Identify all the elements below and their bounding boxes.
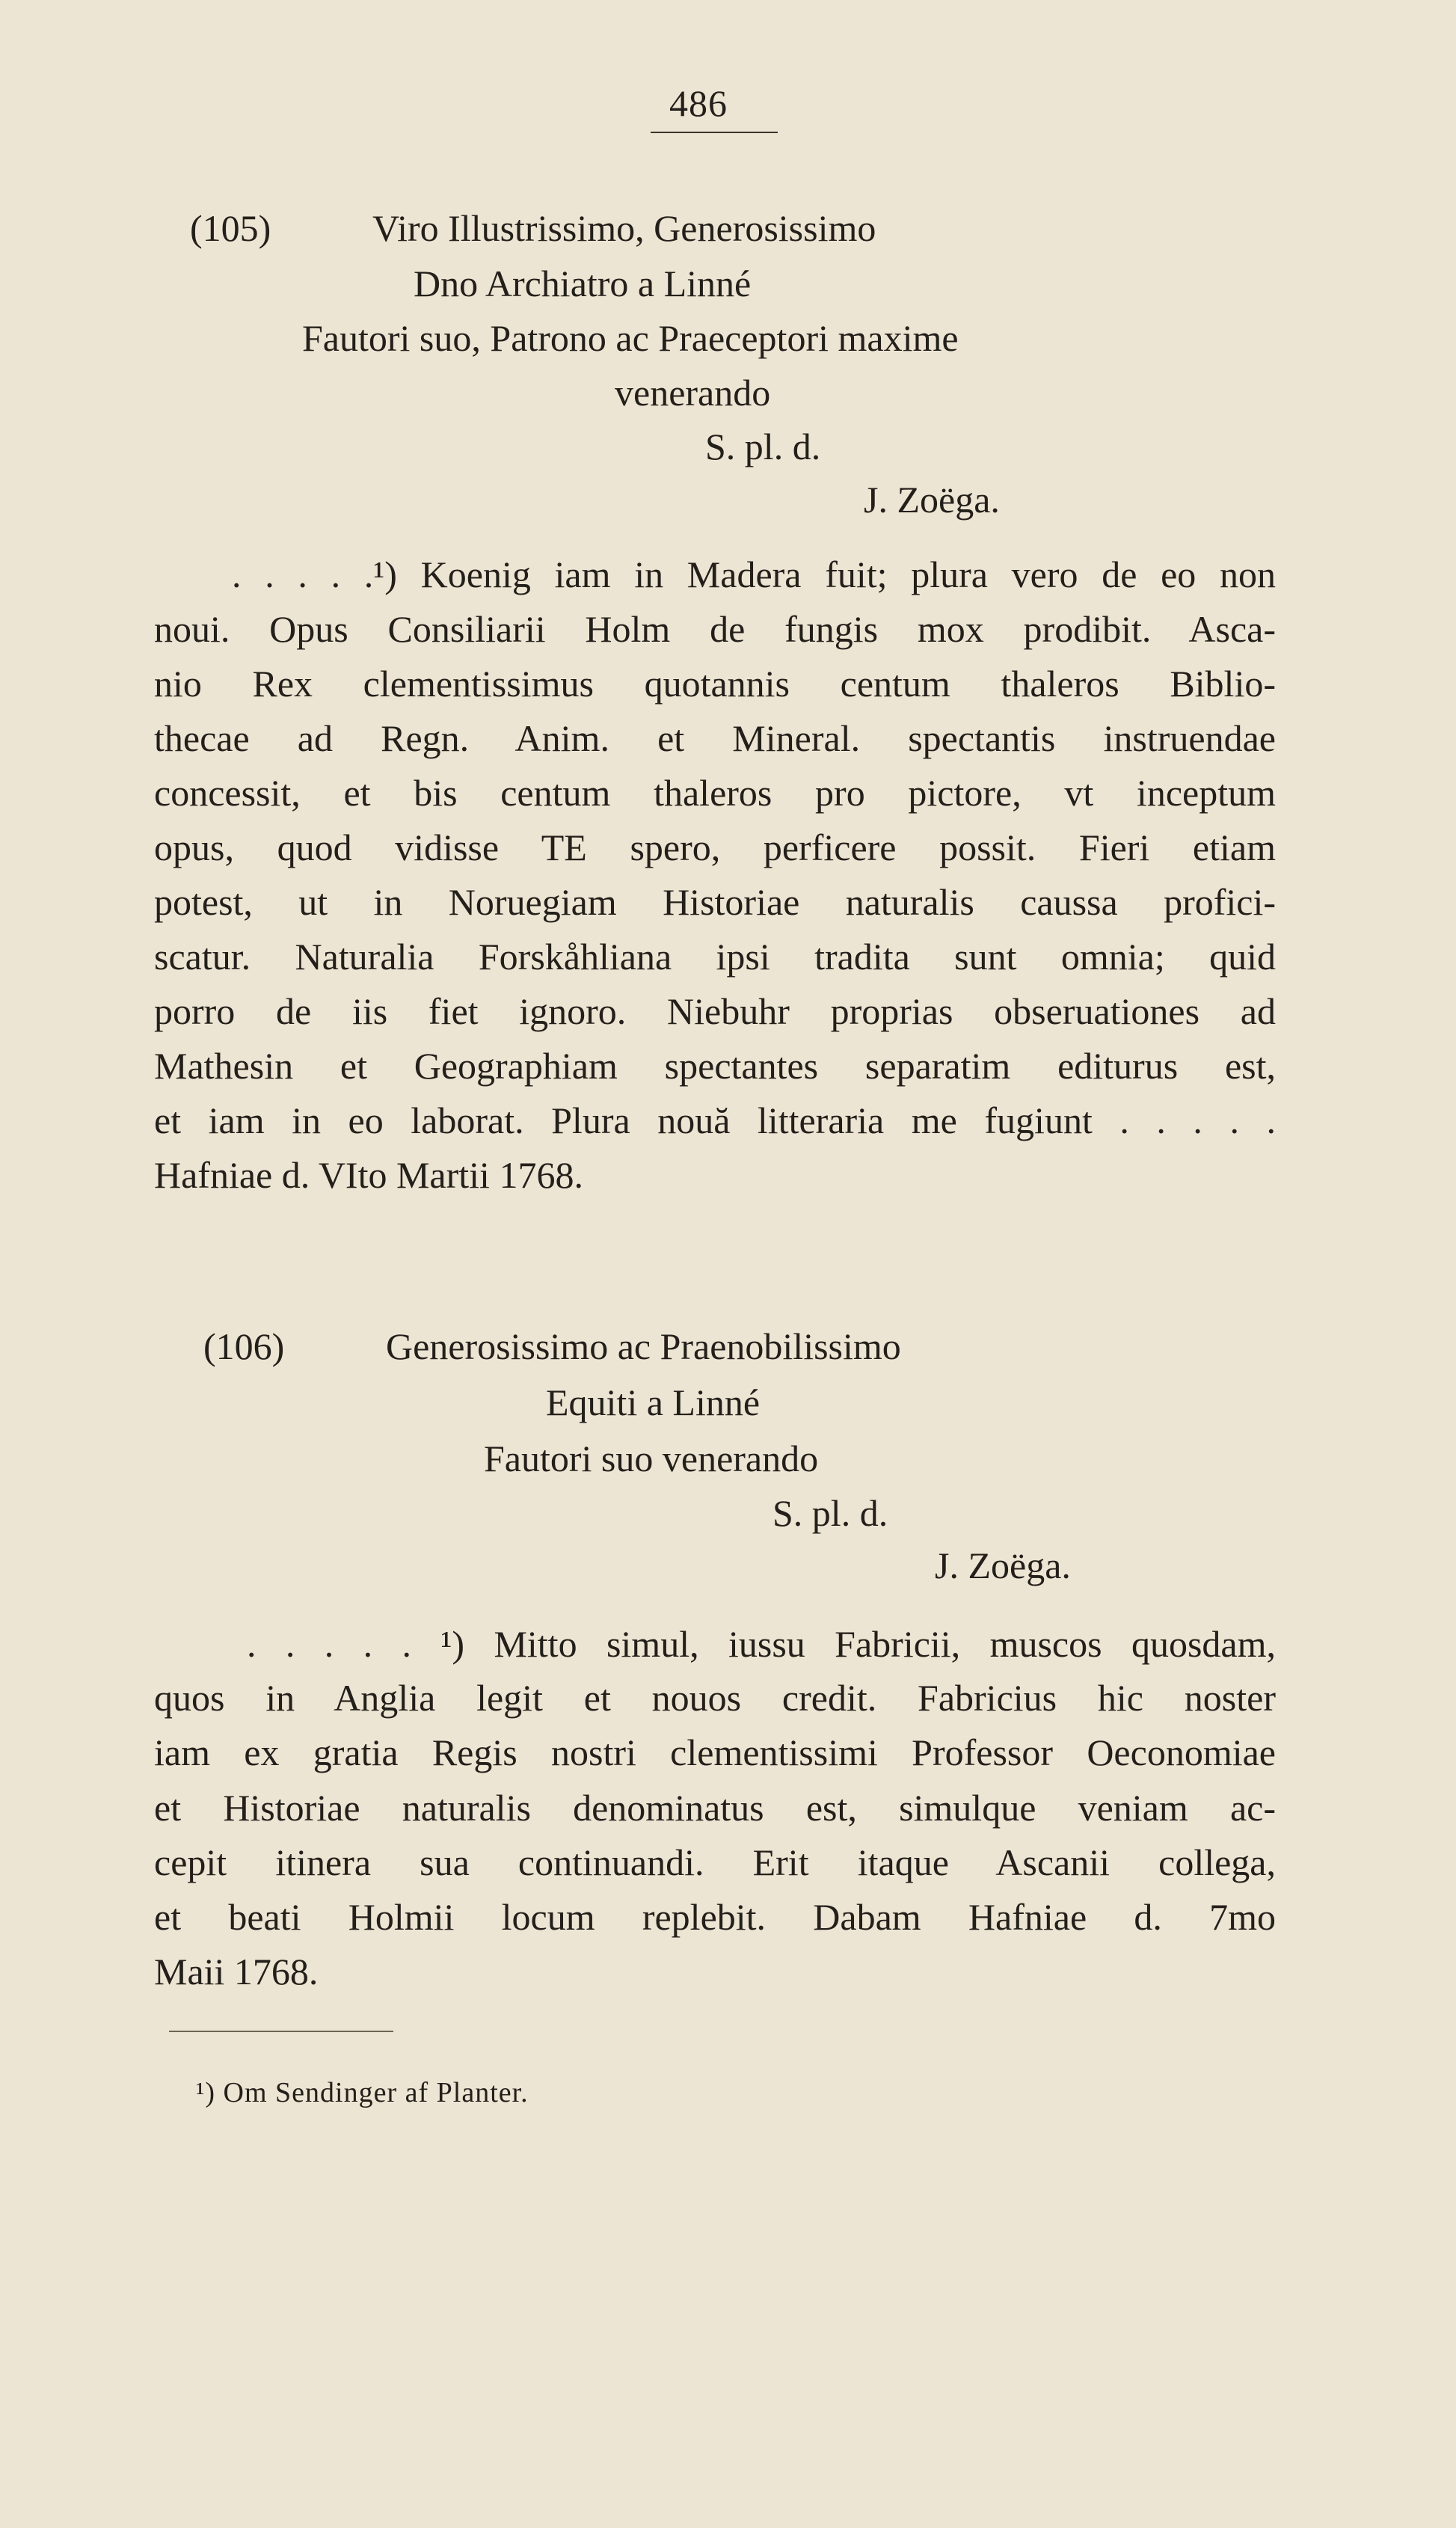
- letter-105-salutation-line: Fautori suo, Patrono ac Praeceptori maxime: [302, 317, 959, 359]
- footnote: ¹) Om Sendinger af Planter.: [196, 2077, 529, 2108]
- letter-105-body-line: et iam in eo laborat. Plura nouă litteraria me fugiunt . . . . .: [154, 1099, 1276, 1141]
- letter-105-signature: J. Zoëga.: [864, 479, 1000, 521]
- footnote-rule: [169, 2031, 393, 2032]
- letter-105-body-line: thecae ad Regn. Anim. et Mineral. spectantis instruendae: [154, 717, 1276, 759]
- letter-105-body-line: nio Rex clementissimus quotannis centum thaleros Biblio-: [154, 663, 1276, 705]
- letter-106-body-line: quos in Anglia legit et nouos credit. Fabricius hic noster: [154, 1677, 1276, 1719]
- letter-106-body-line: iam ex gratia Regis nostri clementissimi Professor Oeconomiae: [154, 1731, 1276, 1773]
- letter-106-body-line: . . . . . ¹) Mitto simul, iussu Fabricii, muscos quosdam,: [247, 1623, 1276, 1665]
- letter-106-body-line: et beati Holmii locum replebit. Dabam Hafniae d. 7mo: [154, 1896, 1276, 1938]
- letter-105-body-line: scatur. Naturalia Forskåhliana ipsi tradita sunt omnia; quid: [154, 936, 1276, 978]
- page-number-rule: [651, 132, 778, 133]
- letter-106-body-line: et Historiae naturalis denominatus est, simulque veniam ac-: [154, 1787, 1276, 1829]
- letter-105-number: (105): [190, 207, 271, 249]
- letter-106-number: (106): [203, 1325, 285, 1367]
- letter-106-body-line: cepit itinera sua continuandi. Erit itaque Ascanii collega,: [154, 1841, 1276, 1883]
- letter-106-salutation-line: Generosissimo ac Praenobilissimo: [386, 1325, 901, 1367]
- letter-105-salutation-line: Viro Illustrissimo, Generosissimo: [372, 207, 876, 249]
- letter-105-body-line: porro de iis fiet ignoro. Niebuhr proprias obseruationes ad: [154, 990, 1276, 1032]
- letter-106-salutation-line: Equiti a Linné: [546, 1381, 761, 1423]
- letter-105-body-line: Mathesin et Geographiam spectantes separatim editurus est,: [154, 1045, 1276, 1087]
- letter-106-salutation-line: Fautori suo venerando: [484, 1438, 819, 1479]
- letter-105-salutation-line: Dno Archiatro a Linné: [414, 263, 752, 304]
- letter-105-body-line: opus, quod vidisse TE spero, perficere possit. Fieri etiam: [154, 826, 1276, 868]
- letter-105-body-line: Hafniae d. VIto Martii 1768.: [154, 1154, 583, 1196]
- letter-105-body-line: noui. Opus Consiliarii Holm de fungis mox prodibit. Asca-: [154, 608, 1276, 650]
- page-number: 486: [669, 82, 728, 124]
- letter-106-signature: J. Zoëga.: [935, 1544, 1071, 1586]
- letter-106-salutation-line: S. pl. d.: [772, 1492, 888, 1534]
- letter-105-salutation-line: S. pl. d.: [705, 426, 821, 467]
- letter-105-body-line: concessit, et bis centum thaleros pro pictore, vt inceptum: [154, 772, 1276, 814]
- letter-105-body-line: potest, ut in Noruegiam Historiae naturalis caussa profici-: [154, 881, 1276, 923]
- letter-105-body-line: . . . . .¹) Koenig iam in Madera fuit; plura vero de eo non: [232, 553, 1276, 595]
- letter-106-body-line: Maii 1768.: [154, 1951, 319, 1992]
- letter-105-salutation-line: venerando: [615, 372, 771, 414]
